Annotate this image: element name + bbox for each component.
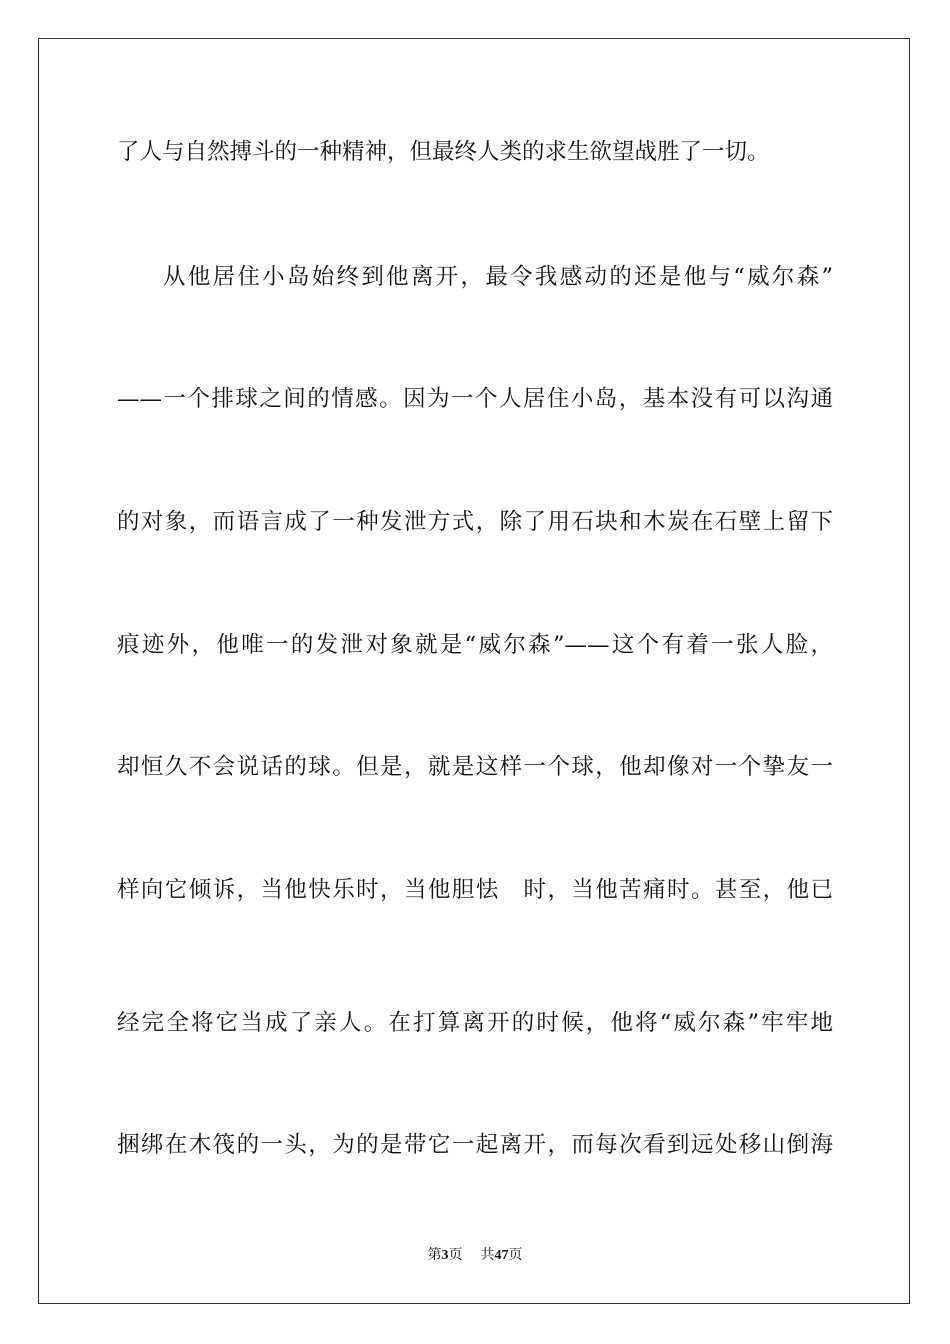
text-line-7: 样向它倾诉，当他快乐时，当他胆怯 时，当他苦痛时。甚至，他已 xyxy=(117,877,833,903)
text-line-3: ——一个排球之间的情感。因为一个人居住小岛，基本没有可以沟通 xyxy=(117,386,833,412)
text-line-4: 的对象，而语言成了一种发泄方式，除了用石块和木炭在石壁上留下 xyxy=(117,509,833,535)
text-line-5: 痕迹外，他唯一的发泄对象就是“威尔森”——这个有着一张人脸， xyxy=(117,632,833,658)
text-line-6: 却恒久不会说话的球。但是，就是这样一个球，他却像对一个挚友一 xyxy=(117,754,833,780)
text-line-9: 捆绑在木筏的一头，为的是带它一起离开，而每次看到远处移山倒海 xyxy=(117,1132,833,1158)
text-line-2: 从他居住小岛始终到他离开，最令我感动的还是他与“威尔森” xyxy=(163,264,833,290)
total-pages: 47 xyxy=(494,1248,509,1263)
total-prefix: 共 xyxy=(480,1247,495,1263)
total-suffix: 页 xyxy=(508,1247,523,1263)
text-line-8: 经完全将它当成了亲人。在打算离开的时候，他将“威尔森”牢牢地 xyxy=(117,1010,833,1036)
page-footer xyxy=(0,1245,950,1266)
page-prefix: 第 xyxy=(427,1247,442,1263)
page-border xyxy=(38,38,910,1304)
text-line-1: 了人与自然搏斗的一种精神，但最终人类的求生欲望战胜了一切。 xyxy=(117,139,770,165)
page-number: 3 xyxy=(441,1248,449,1263)
page-suffix: 页 xyxy=(448,1247,463,1263)
